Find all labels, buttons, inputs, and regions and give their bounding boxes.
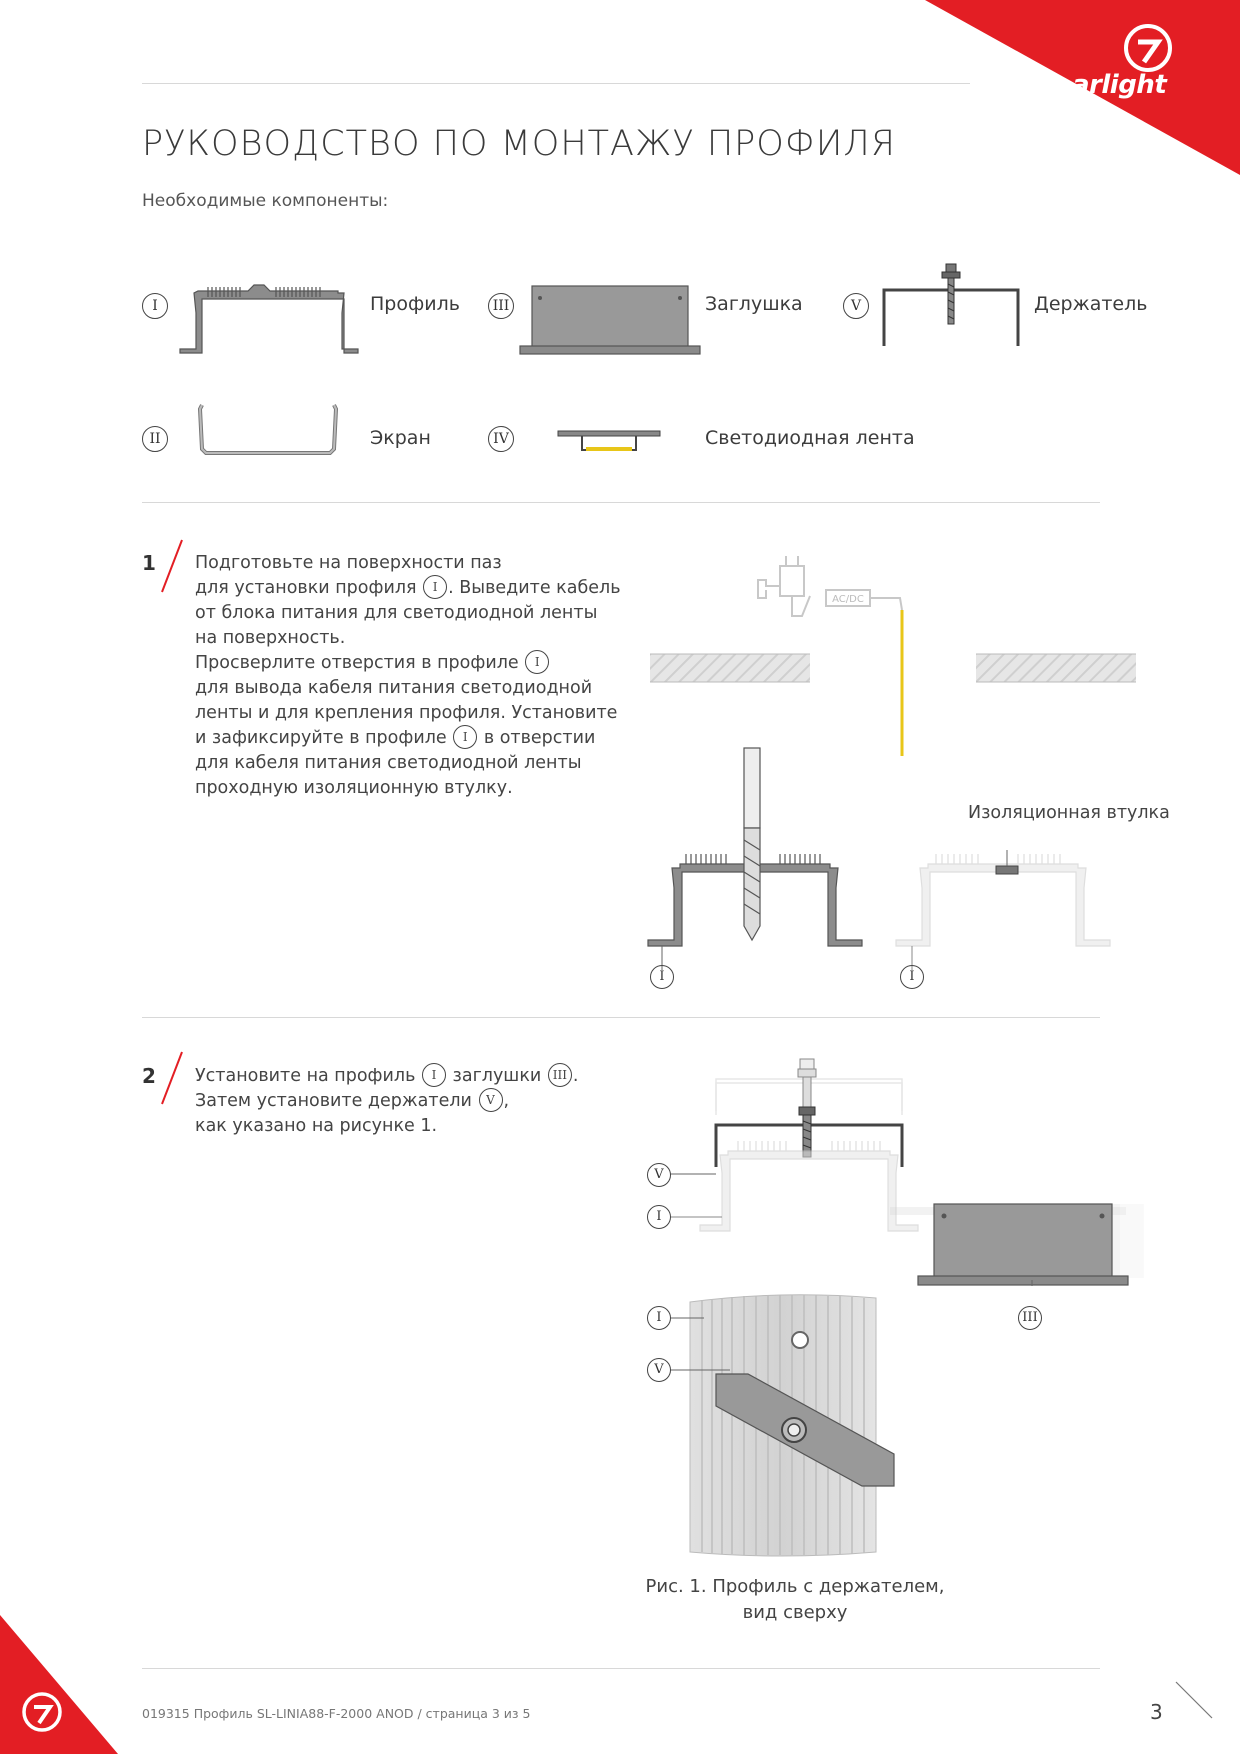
numeral-I-callout: I [647,1306,671,1330]
numeral-V: V [843,293,869,319]
ref-numeral-III: III [548,1063,572,1087]
psu-label: AC/DC [832,594,864,605]
figure-caption [630,1574,960,1626]
step-2-line-part: Затем установите держатели [195,1091,472,1111]
numeral-V-callout: V [647,1358,671,1382]
page-title: РУКОВОДСТВО ПО МОНТАЖУ ПРОФИЛЯ [142,124,896,164]
profile-light [700,1141,918,1231]
step-2-line [195,1089,578,1114]
diffuser-screen-icon [196,403,340,457]
section-rule-1 [142,502,1100,503]
holder-icon [880,262,1022,350]
holder-screw [798,1059,816,1157]
numeral-I: I [142,293,168,319]
step-1-line: ленты и для крепления профиля. Установите [195,703,618,723]
step-2-line-part: , [503,1091,510,1111]
component-label-screen: Экран [370,427,431,449]
numeral-III-callout: III [1018,1306,1042,1330]
step-1-line: на поверхность. [195,628,346,648]
section-rule-2 [142,1017,1100,1018]
top-rule [142,83,970,84]
brand-corner-bottom [0,1615,118,1754]
drill-bit-icon [744,748,760,940]
step-2-line: как указано на рисунке 1. [195,1116,438,1136]
step-1-line-part: в отверстии [483,728,596,748]
numeral-I-callout: I [650,965,674,989]
component-label-holder: Держатель [1034,293,1148,315]
numeral-I-callout: I [900,965,924,989]
step-2-line [195,1064,578,1089]
end-cap-illustration [910,1200,1174,1290]
profile-icon [178,283,360,355]
brand-wordmark: arlight [1072,70,1167,100]
step-2-line-part: заглушки [452,1066,542,1086]
step-1-line: Подготовьте на поверхности паз [195,553,502,573]
surface-left [650,654,810,682]
step-2-number: 2 [142,1064,156,1088]
step-1-line-part: . Выведите кабель [448,578,621,598]
step-1-line: от блока питания для светодиодной ленты [195,603,598,623]
step-1-text [195,551,621,801]
footer-rule [142,1668,1100,1669]
step-1-number: 1 [142,551,156,575]
step-1-line: для кабеля питания светодиодной ленты [195,753,582,773]
step-1-line-part: для установки профиля [195,578,417,598]
step-1-line-part: и зафиксируйте в профиле [195,728,447,748]
step-1-line [195,576,621,601]
ref-numeral-V: V [479,1088,503,1112]
step-1-line: проходную изоляционную втулку. [195,778,513,798]
step-1-line: для вывода кабеля питания светодиодной [195,678,593,698]
ref-numeral-I: I [525,650,549,674]
component-label-led-strip: Светодиодная лента [705,427,915,449]
components-heading: Необходимые компоненты: [142,191,389,211]
power-plug-icon [758,556,810,616]
step-2-line-part: . [572,1066,579,1086]
step-1-slash [160,538,184,594]
page-corner-mark [1176,1682,1212,1718]
step-1-illustration [640,550,1160,990]
end-cap-icon [518,284,702,356]
numeral-IV: IV [488,426,514,452]
ref-numeral-I: I [423,575,447,599]
step-2-top-view-illustration [640,1290,940,1570]
step-2-line-part: Установите на профиль [195,1066,416,1086]
footer-text: 019315 Профиль SL-LINIA88-F-2000 ANOD / страница 3 из 5 [142,1706,531,1721]
caption-line: Рис. 1. Профиль с держателем, [645,1576,945,1597]
numeral-II: II [142,426,168,452]
step-1-line [195,726,621,751]
surface-right [976,654,1136,682]
ref-numeral-I: I [422,1063,446,1087]
step-2-slash [160,1050,184,1106]
ref-numeral-I: I [453,725,477,749]
step-1-line-part: Просверлите отверстия в профиле [195,653,519,673]
numeral-III: III [488,293,514,319]
numeral-I-callout: I [647,1205,671,1229]
insulating-sleeve [996,866,1018,874]
page-number: 3 [1150,1700,1163,1724]
step-1-line [195,651,621,676]
step-2-text [195,1064,578,1139]
led-strip-icon [556,425,662,455]
sleeve-label: Изоляционная втулка [968,803,1170,823]
numeral-V-callout: V [647,1163,671,1187]
caption-line: вид сверху [742,1602,848,1623]
component-label-profile: Профиль [370,293,460,315]
component-label-end-cap: Заглушка [705,293,803,315]
